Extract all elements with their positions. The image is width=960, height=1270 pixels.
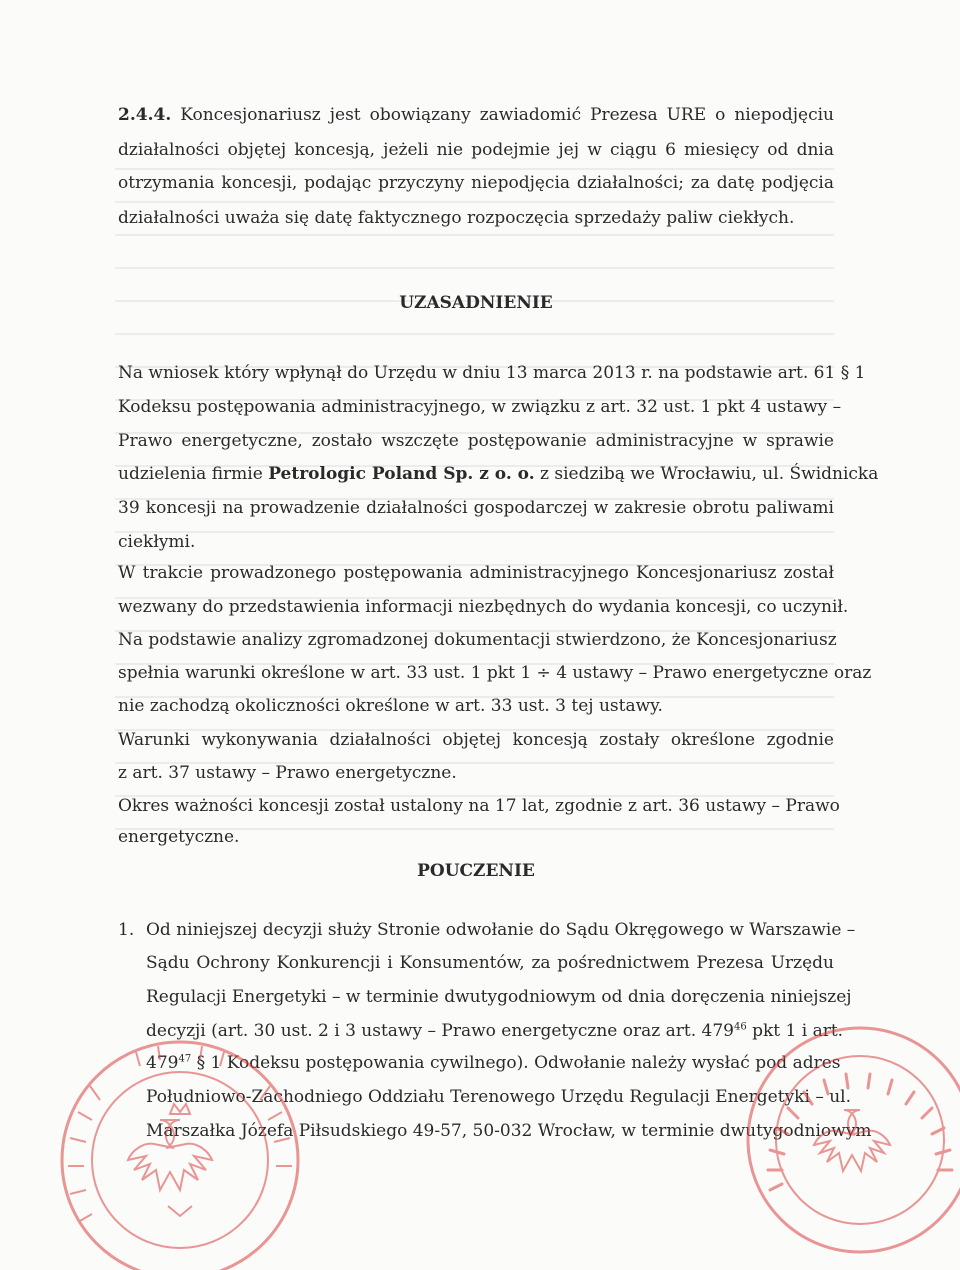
uzasadnienie-p4-line-1: Warunki wykonywania działalności objętej koncesją zostały określone zgodnie xyxy=(118,730,834,750)
section-2-4-4-line-1: 2.4.4. Koncesjonariusz jest obowiązany zawiadomić Prezesa URE o niepodjęciu xyxy=(118,105,834,125)
company-name: Petrologic Poland Sp. z o. o. xyxy=(268,464,535,484)
uzasadnienie-p1-line-6: ciekłymi. xyxy=(118,532,196,552)
section-2-4-4-line-4: działalności uważa się datę faktycznego rozpoczęcia sprzedaży paliw ciekłych. xyxy=(118,208,795,228)
uzasadnienie-p3-line-3: nie zachodzą okoliczności określone w art. 33 ust. 3 tej ustawy. xyxy=(118,696,663,716)
heading-pouczenie: POUCZENIE xyxy=(417,861,535,881)
pouczenie-item1-line-6: Południowo-Zachodniego Oddziału Terenowego Urzędu Regulacji Energetyki – ul. xyxy=(146,1087,852,1107)
pouczenie-item1-line-3: Regulacji Energetyki – w terminie dwutygodniowym od dnia doręczenia niniejszej xyxy=(146,987,852,1007)
section-2-4-4-line-2: działalności objętej koncesją, jeżeli nie podejmie jej w ciągu 6 miesięcy od dnia xyxy=(118,140,834,160)
heading-uzasadnienie: UZASADNIENIE xyxy=(399,293,553,313)
uzasadnienie-p4-line-2: z art. 37 ustawy – Prawo energetyczne. xyxy=(118,763,457,783)
pouczenie-item1-line-1: Od niniejszej decyzji służy Stronie odwołanie do Sądu Okręgowego w Warszawie – xyxy=(146,920,856,940)
pouczenie-item1-line-7: Marszałka Józefa Piłsudskiego 49-57, 50-032 Wrocław, w terminie dwutygodniowym xyxy=(146,1121,872,1141)
pouczenie-item1-line-2: Sądu Ochrony Konkurencji i Konsumentów, za pośrednictwem Prezesa Urzędu xyxy=(146,953,834,973)
pouczenie-item1-line-4: decyzji (art. 30 ust. 2 i 3 ustawy – Prawo energetyczne oraz art. $479^{46}$ pkt 1 i art. xyxy=(146,1021,844,1041)
uzasadnienie-p2-line-2: wezwany do przedstawienia informacji niezbędnych do wydania koncesji, co uczynił. xyxy=(118,597,849,617)
uzasadnienie-p3-line-2: spełnia warunki określone w art. 33 ust. 1 pkt 1 ÷ 4 ustawy – Prawo energetyczne oraz xyxy=(118,663,872,683)
uzasadnienie-p3-line-1: Na podstawie analizy zgromadzonej dokumentacji stwierdzono, że Koncesjonariusz xyxy=(118,630,837,650)
uzasadnienie-p1-line-1: Na wniosek który wpłynął do Urzędu w dniu 13 marca 2013 r. na podstawie art. 61 § 1 xyxy=(118,363,866,383)
uzasadnienie-p5-line-1: Okres ważności koncesji został ustalony na 17 lat, zgodnie z art. 36 ustawy – Prawo xyxy=(118,796,840,816)
uzasadnienie-p5-line-2: energetyczne. xyxy=(118,827,240,847)
uzasadnienie-p2-line-1: W trakcie prowadzonego postępowania administracyjnego Koncesjonariusz został xyxy=(118,563,834,583)
list-item-number: 1. xyxy=(118,920,135,940)
section-2-4-4-line-3: otrzymania koncesji, podając przyczyny niepodjęcia działalności; za datę podjęcia xyxy=(118,173,834,193)
uzasadnienie-p1-line-4: udzielenia firmie Petrologic Poland Sp. z o. o. z siedzibą we Wrocławiu, ul. Świdnicka xyxy=(118,464,879,484)
uzasadnienie-p1-line-5: 39 koncesji na prowadzenie działalności gospodarczej w zakresie obrotu paliwami xyxy=(118,498,834,518)
uzasadnienie-p1-line-3: Prawo energetyczne, zostało wszczęte postępowanie administracyjne w sprawie xyxy=(118,431,834,451)
section-number: 2.4.4. xyxy=(118,105,172,125)
uzasadnienie-p1-line-2: Kodeksu postępowania administracyjnego, w związku z art. 32 ust. 1 pkt 4 ustawy – xyxy=(118,397,842,417)
pouczenie-item1-line-5: $479^{47}$ § 1 Kodeksu postępowania cywilnego). Odwołanie należy wysłać pod adres xyxy=(146,1053,841,1073)
